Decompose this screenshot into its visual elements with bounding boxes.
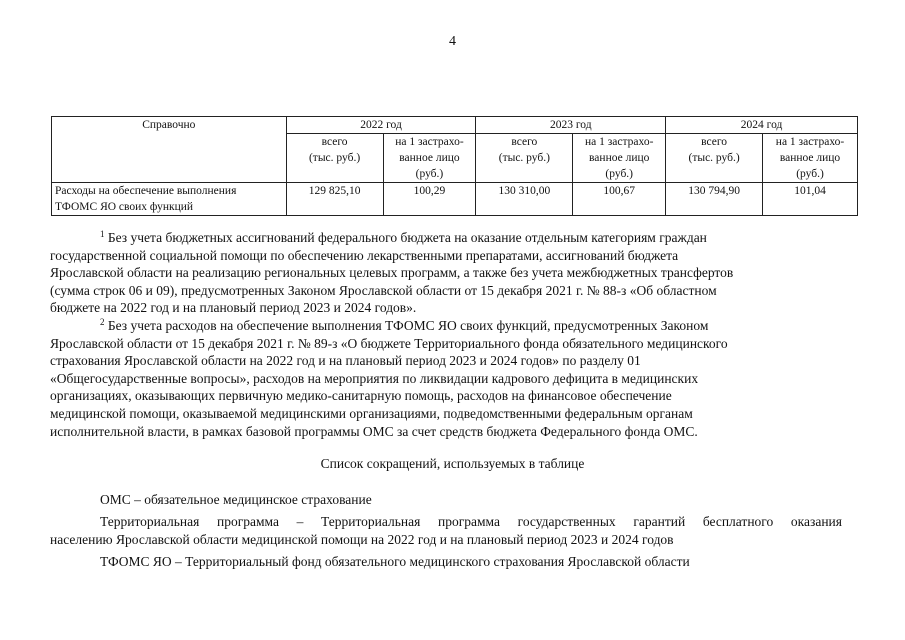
cell-2024-per-insured: 101,04 [763,183,858,216]
footnote-marker: 2 [100,317,105,327]
page-number: 4 [449,34,456,49]
footnote-1: $^1$ Без учета бюджетных ассигнований федерального бюджета на оказание отдельным категориям граждан государственной социальной помощи по обеспечению лекарственными препаратами, ассигнований бюджета Ярославской области на реализацию региональных целевых программ, а также без учета межбюджетных трансфертов (сумма строк 06 и 09), предусмотренных Законом Ярославской области от 15 декабря 2021 г. № 88-з «Об областном бюджете на 2022 год и на плановый период 2023 и 2024 годов». [50,229,734,316]
cell-2024-total: 130 794,90 [666,183,763,216]
year-header-2022: 2022 год [286,117,476,134]
footnote-2: $^2$ Без учета расходов на обеспечение выполнения ТФОМС ЯО своих функций, предусмотренных Законом Ярославской области от 15 декабря 2021 г. № 89-з «О бюджете Территориального фонда обязательного медицинского страхования Ярославской области на 2022 год и на плановый период 2023 и 2024 годов» по разделу 01 «Общегосударственные вопросы», расходов на мероприятия по ликвидации кадрового дефицита в медицинских организациях, оказывающих первичную медико-санитарную помощь, расходов на финансовое обеспечение медицинской помощи, оказываемой медицинскими организациями, подведомственными федеральным органам исполнительной власти, в рамках базовой программы ОМС за счет средств бюджета Федерального фонда ОМС. [50,317,728,439]
cell-2022-per-insured: 100,29 [383,183,476,216]
year-header-2023: 2023 год [476,117,666,134]
abbreviations-list [50,491,842,571]
subheader-per-insured: на 1 застрахо- ванное лицо (руб.) [383,134,476,183]
cell-2022-total: 129 825,10 [286,183,383,216]
subheader-per-insured: на 1 застрахо- ванное лицо (руб.) [573,134,666,183]
subheader-total: всего (тыс. руб.) [476,134,573,183]
reference-table [51,116,858,216]
table-row [52,183,858,216]
cell-2023-per-insured: 100,67 [573,183,666,216]
subheader-total: всего (тыс. руб.) [286,134,383,183]
list-item: ОМС – обязательное медицинское страхование [100,492,372,507]
abbreviations-heading: Список сокращений, используемых в таблице [320,456,585,471]
row-label: Расходы на обеспечение выполнения ТФОМС ЯО своих функций [52,183,287,216]
cell-2023-total: 130 310,00 [476,183,573,216]
subheader-per-insured: на 1 застрахо- ванное лицо (руб.) [763,134,858,183]
list-item: ТФОМС ЯО – Территориальный фонд обязательного медицинского страхования Ярославской области [100,554,690,569]
list-item: населению Ярославской области медицинской помощи на 2022 год и на плановый период 2023 и 2024 годов [50,532,674,547]
table-label-header: Справочно [52,117,287,183]
year-header-2024: 2024 год [666,117,858,134]
footnote-marker: 1 [100,229,105,239]
list-item: Территориальная программа – Территориальная программа государственных гарантий бесплатного оказания [100,514,842,529]
subheader-total: всего (тыс. руб.) [666,134,763,183]
